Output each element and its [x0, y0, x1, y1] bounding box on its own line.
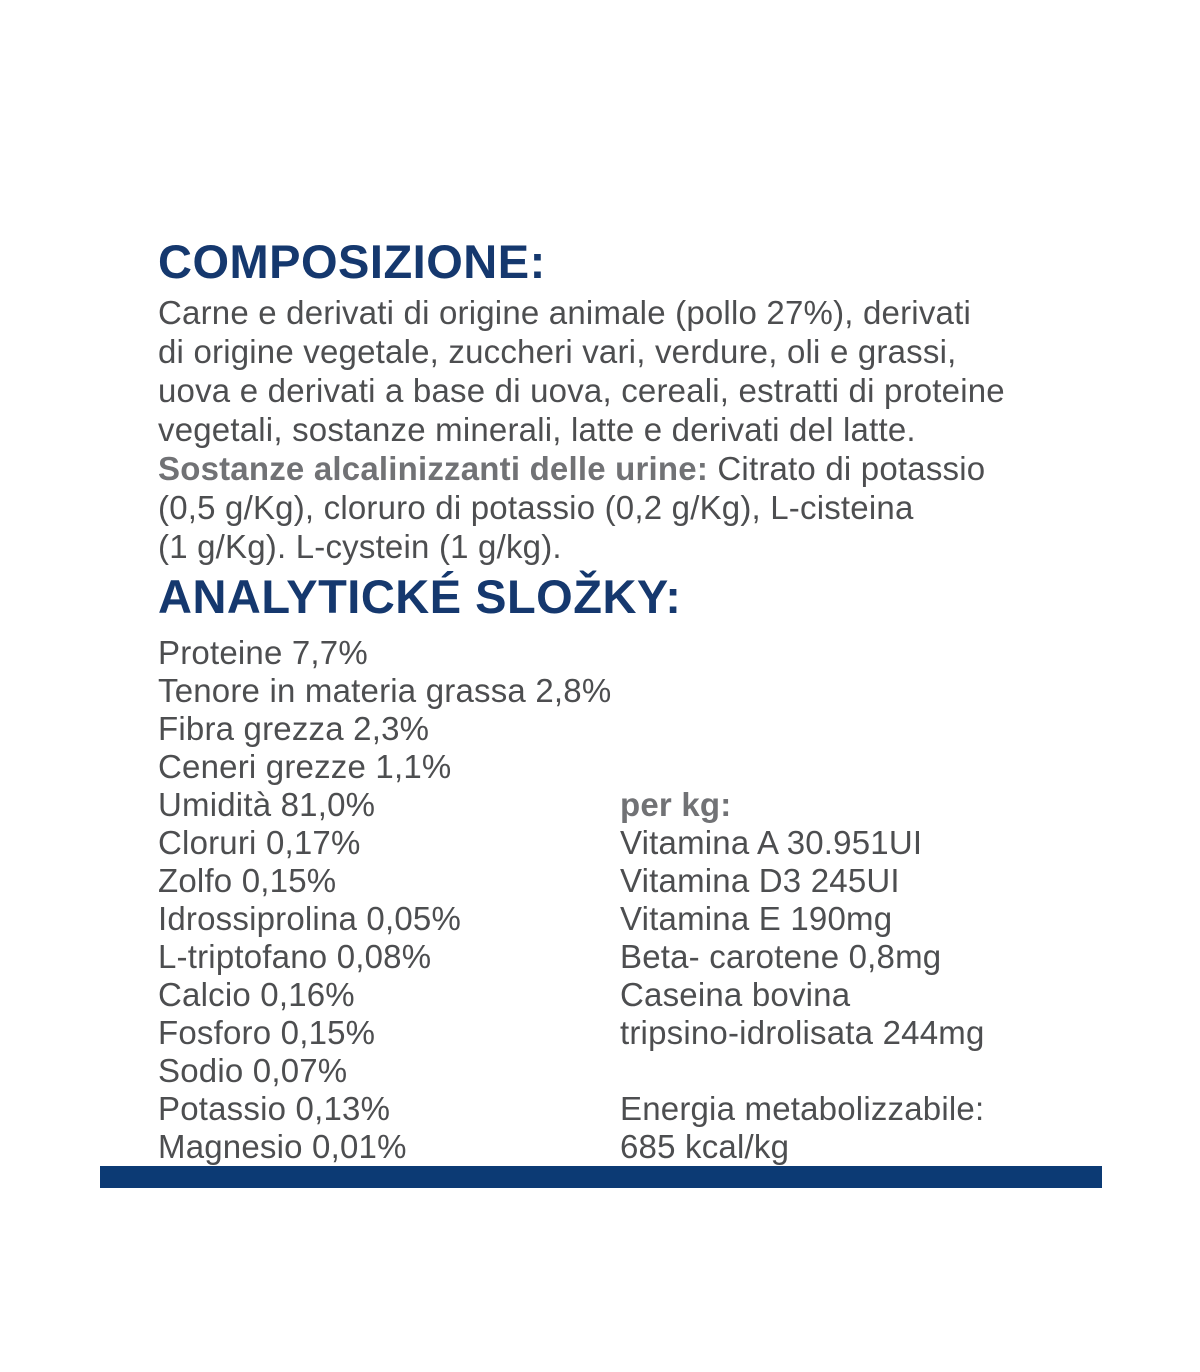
- analytical-item: Proteine 7,7%: [158, 634, 368, 671]
- analytical-item: Umidità 81,0%: [158, 786, 376, 823]
- vitamin-item: Beta- carotene 0,8mg: [620, 938, 942, 975]
- composition-line: vegetali, sostanze minerali, latte e derivati del latte.: [158, 411, 916, 448]
- analytical-item: Fibra grezza 2,3%: [158, 710, 430, 747]
- vitamin-item: tripsino-idrolisata 244mg: [620, 1014, 985, 1051]
- energy-line: 685 kcal/kg: [620, 1128, 790, 1165]
- analytical-item: Magnesio 0,01%: [158, 1128, 407, 1165]
- analytical-item: Sodio 0,07%: [158, 1052, 348, 1089]
- analytical-item: Cloruri 0,17%: [158, 824, 361, 861]
- composition-line-urine: [158, 449, 1005, 488]
- analytical-heading: ANALYTICKÉ SLOŽKY:: [158, 570, 682, 623]
- composition-line: di origine vegetale, zuccheri vari, verdure, oli e grassi,: [158, 333, 957, 370]
- vitamin-item: Caseina bovina: [620, 976, 851, 1013]
- urine-substances-rest: Citrato di potassio: [708, 450, 986, 487]
- composition-heading: COMPOSIZIONE:: [158, 235, 546, 288]
- analytical-right-column: [620, 786, 985, 1166]
- right-column-spacer: [620, 1052, 985, 1090]
- analytical-item: Ceneri grezze 1,1%: [158, 748, 452, 785]
- vitamin-item: Vitamina D3 245UI: [620, 862, 900, 899]
- vitamin-item: Vitamina E 190mg: [620, 900, 893, 937]
- analytical-item: Idrossiprolina 0,05%: [158, 900, 461, 937]
- energy-line: Energia metabolizzabile:: [620, 1090, 985, 1127]
- composition-line: uova e derivati a base di uova, cereali, estratti di proteine: [158, 372, 1005, 409]
- analytical-item: Tenore in materia grassa 2,8%: [158, 672, 612, 709]
- composition-line: (0,5 g/Kg), cloruro di potassio (0,2 g/Kg), L-cisteina: [158, 489, 914, 526]
- composition-paragraph: [158, 293, 1005, 566]
- composition-line: Carne e derivati di origine animale (pollo 27%), derivati: [158, 294, 971, 331]
- vitamin-item: Vitamina A 30.951UI: [620, 824, 923, 861]
- bottom-navy-bar: [100, 1166, 1102, 1188]
- analytical-item: Zolfo 0,15%: [158, 862, 337, 899]
- analytical-item: L-triptofano 0,08%: [158, 938, 432, 975]
- urine-substances-label: Sostanze alcalinizzanti delle urine:: [158, 450, 709, 487]
- analytical-item: Potassio 0,13%: [158, 1090, 391, 1127]
- per-kg-label: per kg:: [620, 786, 732, 823]
- composition-line: (1 g/Kg). L-cystein (1 g/kg).: [158, 528, 562, 565]
- analytical-item: Fosforo 0,15%: [158, 1014, 376, 1051]
- analytical-left-column: [158, 634, 611, 1166]
- analytical-item: Calcio 0,16%: [158, 976, 355, 1013]
